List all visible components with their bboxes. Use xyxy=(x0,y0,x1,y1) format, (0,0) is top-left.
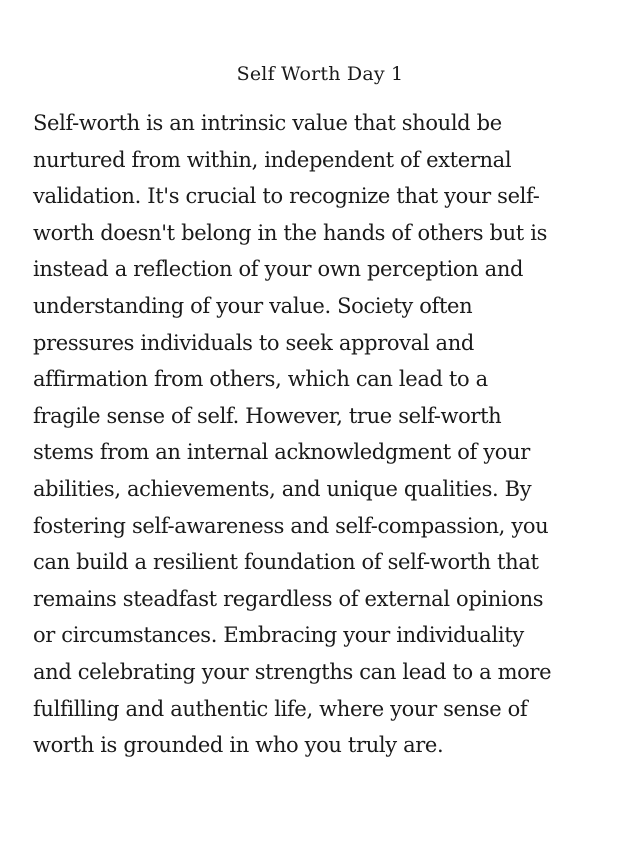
paragraph-line: fulfilling and authentic life, where your sense of xyxy=(33,696,528,721)
body-paragraph xyxy=(33,105,613,764)
paragraph-line: remains steadfast regardless of external opinions xyxy=(33,586,544,611)
paragraph-line: fragile sense of self. However, true self-worth xyxy=(33,403,502,428)
paragraph-line: worth doesn't belong in the hands of others but is xyxy=(33,220,548,245)
paragraph-line: validation. It's crucial to recognize that your self- xyxy=(33,184,540,209)
paragraph-line: worth is grounded in who you truly are. xyxy=(33,733,444,758)
page-title: Self Worth Day 1 xyxy=(236,63,404,85)
paragraph-line: Self-worth is an intrinsic value that should be xyxy=(33,111,502,135)
paragraph-line: stems from an internal acknowledgment of your xyxy=(33,440,530,465)
paragraph-line: pressures individuals to seek approval and xyxy=(33,330,474,355)
paragraph-line: instead a reflection of your own perception and xyxy=(33,257,524,282)
paragraph-line: can build a resilient foundation of self-worth that xyxy=(33,550,539,575)
paragraph-line: and celebrating your strengths can lead to a more xyxy=(33,659,552,684)
paragraph-line: fostering self-awareness and self-compassion, you xyxy=(33,513,549,538)
paragraph-line: nurtured from within, independent of external xyxy=(33,147,512,172)
paragraph-line: or circumstances. Embracing your individuality xyxy=(33,623,524,648)
paragraph-line: affirmation from others, which can lead to a xyxy=(33,367,488,392)
paragraph-line: abilities, achievements, and unique qualities. By xyxy=(33,476,532,501)
paragraph-line: understanding of your value. Society often xyxy=(33,293,473,318)
